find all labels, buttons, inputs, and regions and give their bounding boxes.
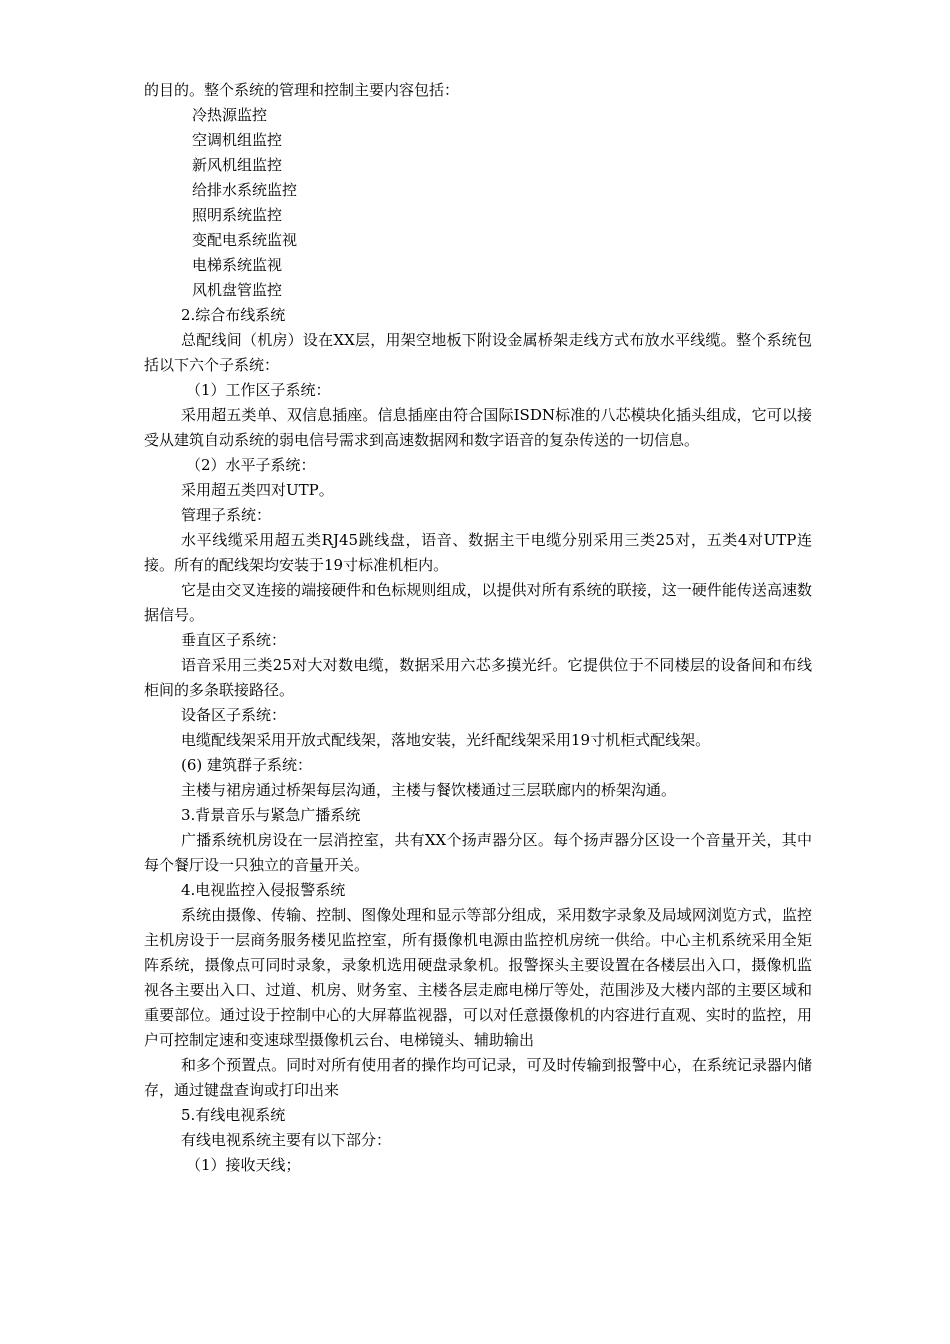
paragraph: 总配线间（机房）设在XX层，用架空地板下附设金属桥架走线方式布放水平线缆。整个系统包括以下六个子系统： xyxy=(144,331,812,374)
list-item: 照明系统监控 xyxy=(192,206,283,224)
list-item: 冷热源监控 xyxy=(192,106,268,124)
paragraph: 语音采用三类25对大对数电缆，数据采用六芯多摸光纤。它提供位于不同楼层的设备间和布线柜间的多条联接路径。 xyxy=(144,656,812,699)
paragraph: 和多个预置点。同时对所有使用者的操作均可记录，可及时传输到报警中心，在系统记录器内储存，通过键盘查询或打印出来 xyxy=(144,1056,812,1099)
paragraph: 的目的。整个系统的管理和控制主要内容包括： xyxy=(144,81,460,99)
subsection-heading: 管理子系统： xyxy=(181,506,272,524)
subsection-heading: 垂直区子系统： xyxy=(181,631,287,649)
section-heading: 5.有线电视系统 xyxy=(181,1106,286,1124)
section-heading: 2.综合布线系统 xyxy=(181,306,286,324)
subsection-heading: （1）接收天线； xyxy=(186,1156,301,1174)
paragraph: 系统由摄像、传输、控制、图像处理和显示等部分组成，采用数字录象及局域网浏览方式，监控主机房设于一层商务服务楼见监控室，所有摄像机电源由监控机房统一供给。中心主机系统采用全矩阵系统，摄像点可同时录象，录象机选用硬盘录象机。报警探头主要设置在各楼层出入口，摄像机监视各主要出入口、过道、机房、财务室、主楼各层走廊电梯厅等处，范围涉及大楼内部的主要区域和重要部位。通过设于控制中心的大屏幕监视器，可以对任意摄像机的内容进行直观、实时的监控，用户可控制定速和变速球型摄像机云台、电梯镜头、辅助输出 xyxy=(144,906,812,1049)
list-item: 电梯系统监视 xyxy=(192,256,283,274)
paragraph: 广播系统机房设在一层消控室，共有XX个扬声器分区。每个扬声器分区设一个音量开关，其中每个餐厅设一只独立的音量开关。 xyxy=(144,831,812,874)
section-heading: 3.背景音乐与紧急广播系统 xyxy=(181,806,361,824)
subsection-heading: (6) 建筑群子系统： xyxy=(181,756,313,774)
list-item: 变配电系统监视 xyxy=(192,231,298,249)
paragraph: 它是由交叉连接的端接硬件和色标规则组成，以提供对所有系统的联接，这一硬件能传送高速数据信号。 xyxy=(144,581,812,624)
list-item: 给排水系统监控 xyxy=(192,181,298,199)
paragraph: 水平线缆采用超五类RJ45跳线盘，语音、数据主干电缆分别采用三类25对，五类4对UTP连接。所有的配线架均安装于19寸标准机柜内。 xyxy=(144,531,812,574)
section-heading: 4.电视监控入侵报警系统 xyxy=(181,881,346,899)
list-item: 空调机组监控 xyxy=(192,131,283,149)
paragraph: 采用超五类四对UTP。 xyxy=(181,481,334,499)
subsection-heading: （2）水平子系统： xyxy=(186,456,316,474)
paragraph: 有线电视系统主要有以下部分： xyxy=(181,1131,392,1149)
document-body xyxy=(144,78,812,1178)
paragraph: 主楼与裙房通过桥架每层沟通，主楼与餐饮楼通过三层联廊内的桥架沟通。 xyxy=(181,781,677,799)
list-item: 风机盘管监控 xyxy=(192,281,283,299)
list-item: 新风机组监控 xyxy=(192,156,283,174)
paragraph: 采用超五类单、双信息插座。信息插座由符合国际ISDN标准的八芯模块化插头组成，它可以接受从建筑自动系统的弱电信号需求到高速数据网和数字语音的复杂传送的一切信息。 xyxy=(144,406,812,449)
paragraph: 电缆配线架采用开放式配线架，落地安装，光纤配线架采用19寸机柜式配线架。 xyxy=(181,731,711,749)
subsection-heading: （1）工作区子系统： xyxy=(186,381,331,399)
subsection-heading: 设备区子系统： xyxy=(181,706,287,724)
